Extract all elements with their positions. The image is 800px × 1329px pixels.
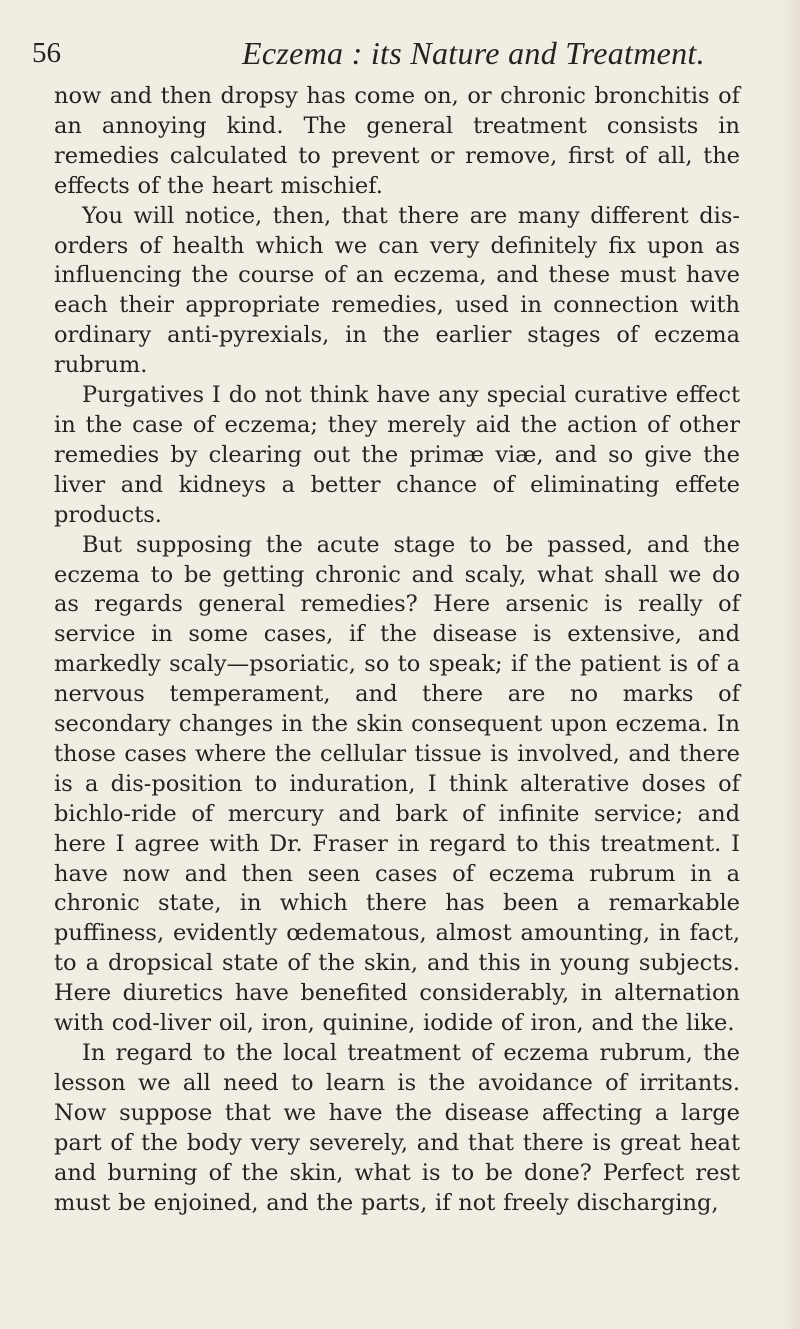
body-text — [54, 82, 740, 1218]
running-title: Eczema : its Nature and Treatment. — [242, 35, 705, 71]
paragraph-1: now and then dropsy has come on, or chronic bronchitis of an annoying kind. The general treatment consists in remedies calculated to prevent or remove, first of all, the effects of the heart mischief. — [54, 83, 740, 199]
paragraph-4: But supposing the acute stage to be passed, and the eczema to be getting chronic and scaly, what shall we do as regards general remedies? Here arsenic is really of service in some cases, if the disease is extensive, and markedly scaly—psoriatic, so to speak; if the patient is of a nervous temperament, and there are no marks of secondary changes in the skin consequent upon eczema. In those cases where the cellular tissue is involved, and there is a dis-position to induration, I think alterative doses of bichlo-ride of mercury and bark of infinite service; and here I agree with Dr. Fraser in regard to this treatment. I have now and then seen cases of eczema rubrum in a chronic state, in which there has been a remarkable puffiness, evidently œdematous, almost amounting, in fact, to a dropsical state of the skin, and this in young subjects. Here diuretics have benefited considerably, in alternation with cod-liver oil, iron, quinine, iodide of iron, and the like. — [54, 531, 740, 1037]
page-number: 56 — [32, 37, 61, 69]
running-head — [32, 14, 752, 74]
page-edge-shadow — [782, 0, 800, 1329]
paragraph-5: In regard to the local treatment of eczema rubrum, the lesson we all need to learn is the avoidance of irritants. Now suppose that we have the disease affecting a large part of the body very severely, and that there is great heat and burning of the skin, what is to be done? Perfect rest must be enjoined, and the parts, if not freely discharging, — [54, 1040, 740, 1216]
paragraph-3: Purgatives I do not think have any special curative effect in the case of eczema; they merely aid the action of other remedies by clearing out the primæ viæ, and so give the liver and kidneys a better chance of eliminating effete products. — [54, 382, 740, 528]
paragraph-2: You will notice, then, that there are many different dis-orders of health which we can very definitely fix upon as influencing the course of an eczema, and these must have each their appropriate remedies, used in connection with ordinary anti-pyrexials, in the earlier stages of eczema rubrum. — [54, 202, 740, 379]
